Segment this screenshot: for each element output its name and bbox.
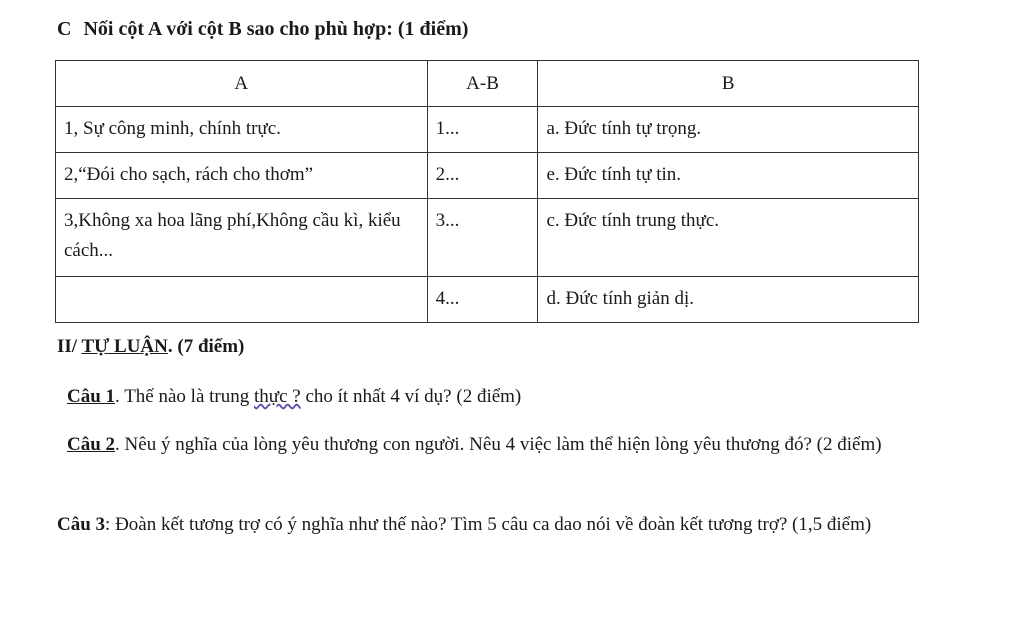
cell-ab: 1...	[427, 107, 538, 153]
cell-b: c. Đức tính trung thực.	[538, 199, 919, 277]
table-header-row	[56, 61, 919, 107]
essay-title: TỰ LUẬN	[81, 336, 168, 357]
header-column-a: A	[56, 61, 428, 107]
question-2-text: . Nêu ý nghĩa của lòng yêu thương con người. Nêu 4 việc làm thể hiện lòng yêu thương đó? (2 điểm)	[115, 434, 882, 455]
section-c-instruction: Nối cột A với cột B sao cho phù hợp: (1 điểm)	[83, 18, 469, 40]
question-1-text-end: cho ít nhất 4 ví dụ? (2 điểm)	[300, 386, 522, 407]
question-2-label: Câu 2	[67, 434, 116, 455]
matching-table	[55, 60, 919, 323]
table-row	[56, 107, 919, 153]
question-1-text-start: . Thế nào là trung	[115, 386, 254, 407]
question-1	[57, 380, 947, 413]
question-1-label: Câu 1	[67, 386, 116, 407]
section-c-title	[57, 18, 468, 41]
question-1-spellcheck-word: thực ?	[254, 386, 301, 407]
header-column-b: B	[538, 61, 919, 107]
table-row	[56, 199, 919, 277]
essay-prefix: II/	[57, 336, 82, 357]
cell-a	[56, 277, 428, 323]
cell-ab: 4...	[427, 277, 538, 323]
section-c-letter: C	[57, 18, 72, 40]
question-3-text: : Đoàn kết tương trợ có ý nghĩa như thế nào? Tìm 5 câu ca dao nói về đoàn kết tương trợ? (1,5 điểm)	[105, 514, 872, 535]
table-row	[56, 277, 919, 323]
question-2	[57, 428, 937, 461]
essay-points: . (7 điểm)	[167, 336, 245, 357]
cell-ab: 2...	[427, 153, 538, 199]
header-column-ab: A-B	[427, 61, 538, 107]
cell-b: a. Đức tính tự trọng.	[538, 107, 919, 153]
essay-section-heading	[57, 336, 244, 358]
cell-a: 1, Sự công minh, chính trực.	[56, 107, 428, 153]
table-row	[56, 153, 919, 199]
cell-b: d. Đức tính giản dị.	[538, 277, 919, 323]
question-3	[57, 508, 937, 541]
question-3-label: Câu 3	[57, 514, 106, 535]
cell-b: e. Đức tính tự tin.	[538, 153, 919, 199]
cell-ab: 3...	[427, 199, 538, 277]
cell-a: 2,“Đói cho sạch, rách cho thơm”	[56, 153, 428, 199]
cell-a: 3,Không xa hoa lãng phí,Không cầu kì, kiểu cách...	[56, 199, 428, 277]
